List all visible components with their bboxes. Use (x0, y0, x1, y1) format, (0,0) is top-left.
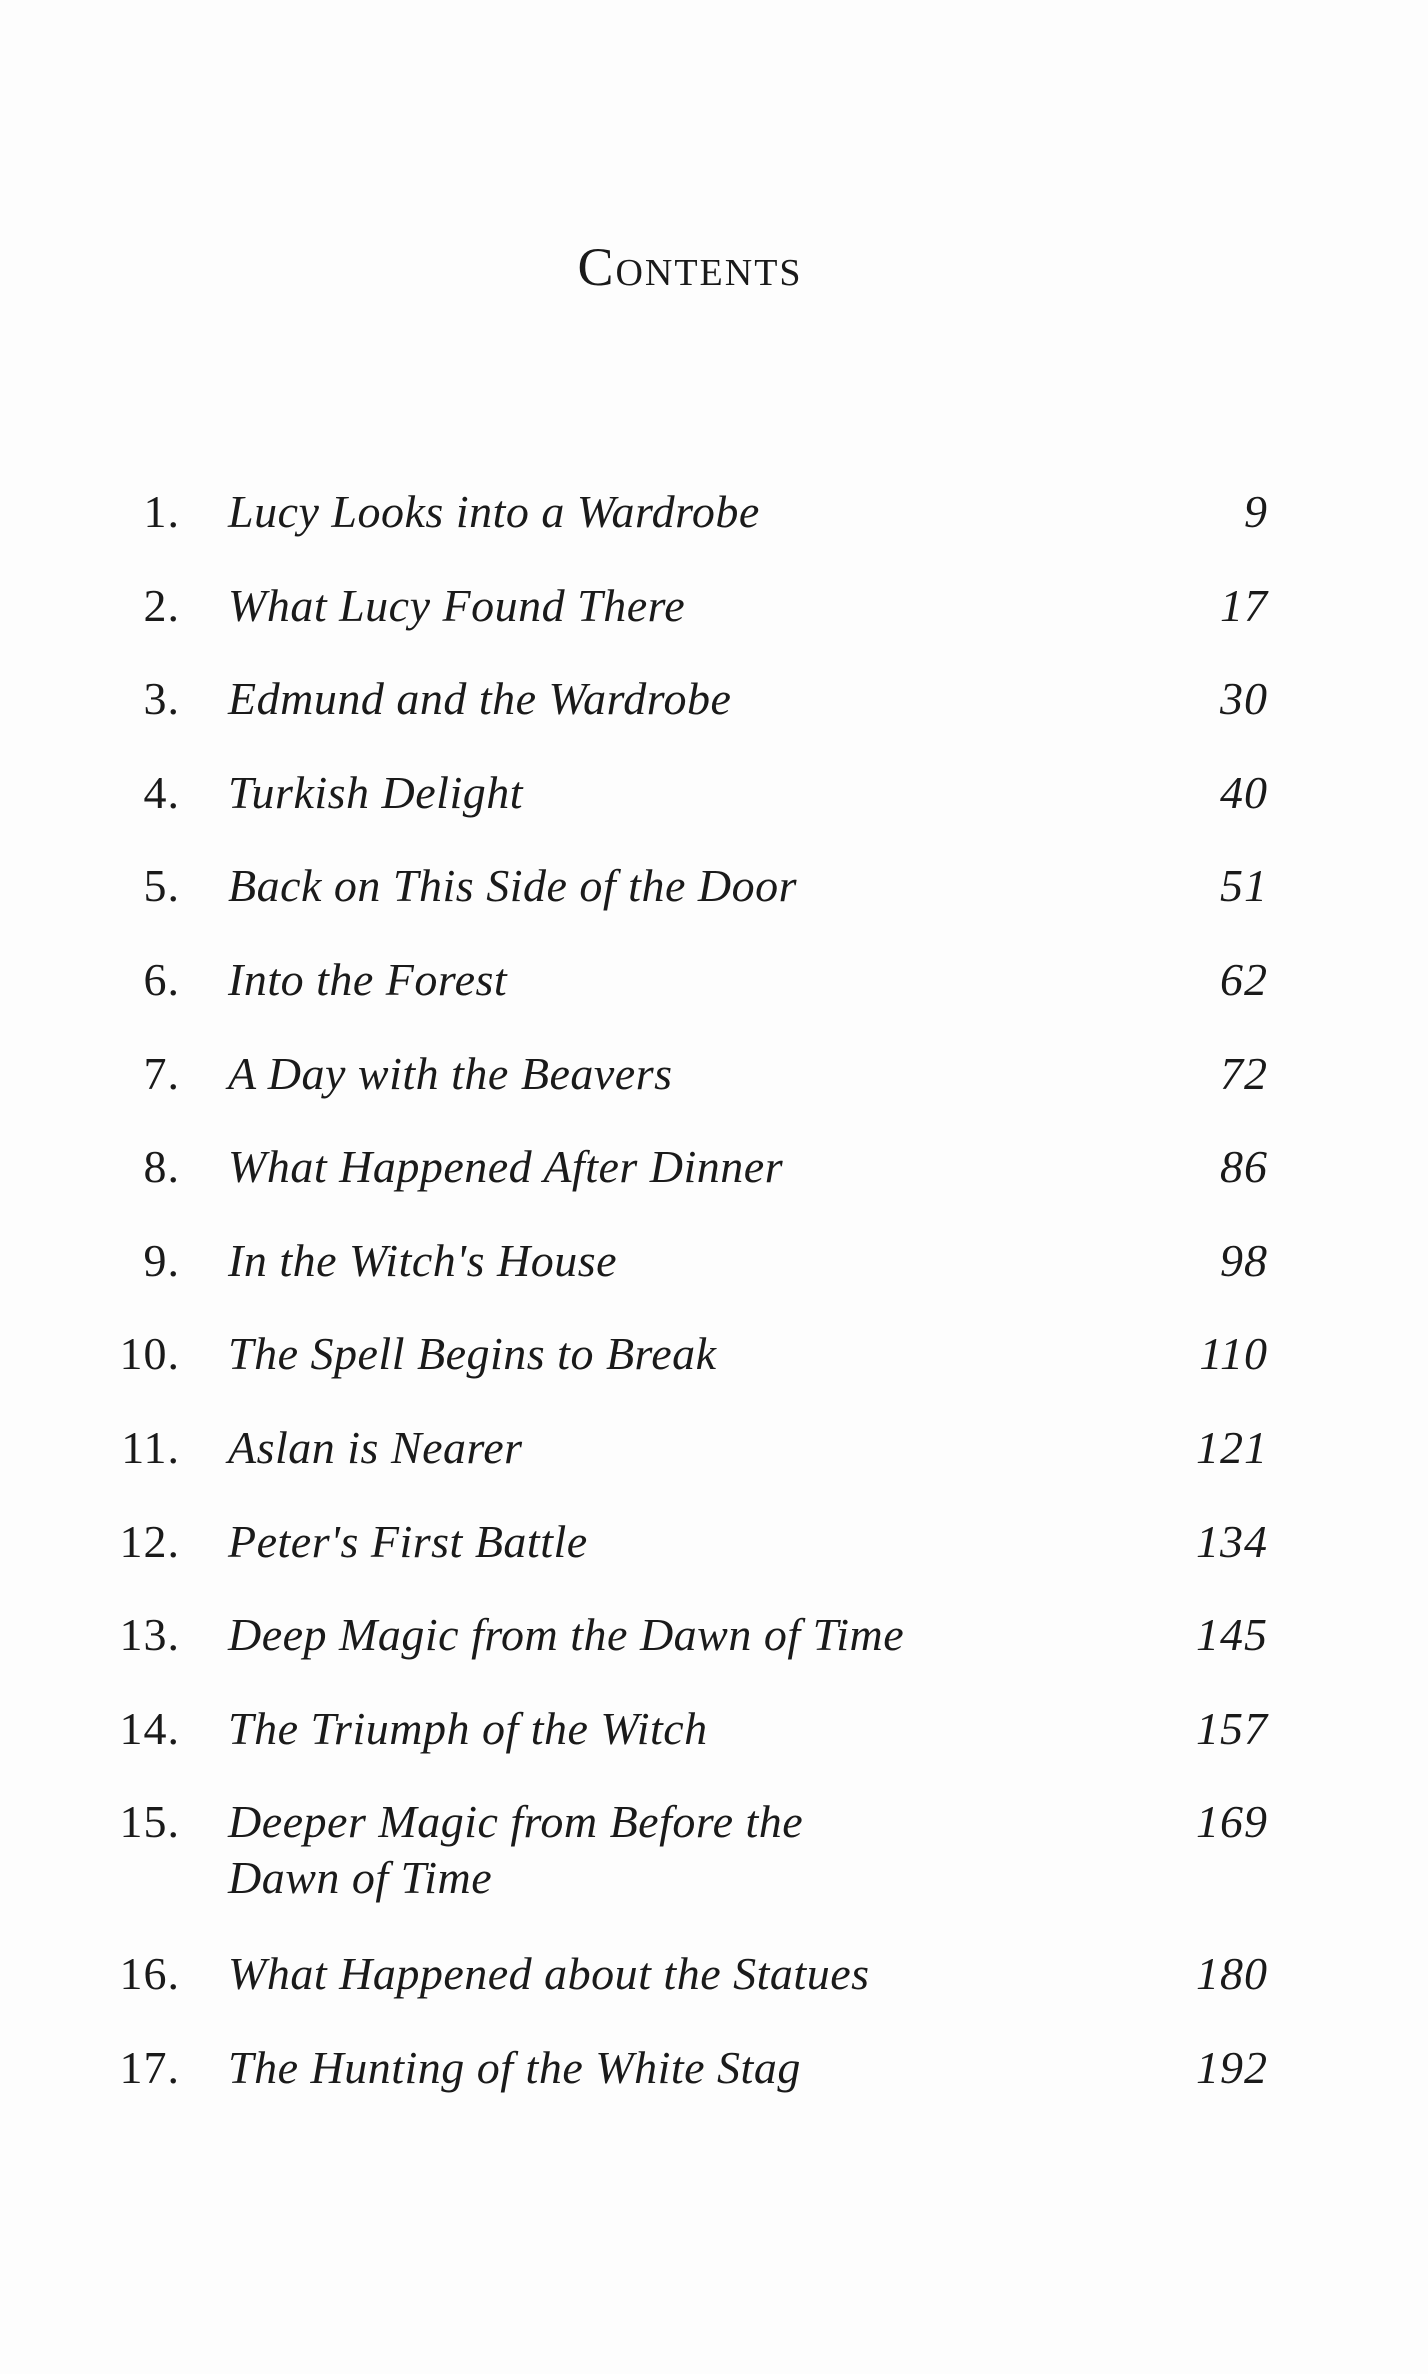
toc-entry (0, 2026, 1428, 2120)
chapter-number: 2. (143, 579, 180, 631)
chapter-number: 17. (119, 2041, 180, 2093)
chapter-page-number: 110 (1199, 1328, 1268, 1380)
chapter-title: What Happened After Dinner (228, 1141, 784, 1193)
toc-entry (0, 1032, 1428, 1126)
chapter-title: Deep Magic from the Dawn of Time (228, 1609, 905, 1661)
toc-entry (0, 751, 1428, 845)
chapter-page-number: 98 (1220, 1234, 1268, 1286)
chapter-title: The Spell Begins to Break (228, 1328, 717, 1380)
chapter-number: 8. (143, 1141, 180, 1193)
toc-entry (0, 1219, 1428, 1313)
chapter-page-number: 134 (1196, 1515, 1268, 1567)
chapter-page-number: 192 (1196, 2041, 1268, 2093)
toc-entry (0, 1500, 1428, 1594)
chapter-title: Peter's First Battle (228, 1515, 588, 1567)
chapter-number: 16. (119, 1948, 180, 2000)
toc-entry (0, 564, 1428, 658)
chapter-title: Into the Forest (228, 953, 508, 1005)
toc-entry (0, 1932, 1428, 2026)
table-of-contents (0, 470, 1428, 2120)
chapter-title: The Triumph of the Witch (228, 1702, 708, 1754)
chapter-number: 6. (143, 953, 180, 1005)
chapter-number: 7. (143, 1047, 180, 1099)
chapter-title: A Day with the Beavers (228, 1047, 673, 1099)
toc-entry (0, 1687, 1428, 1781)
chapter-title: The Hunting of the White Stag (228, 2041, 801, 2093)
toc-entry (0, 1780, 1428, 1932)
toc-entry (0, 470, 1428, 564)
chapter-page-number: 62 (1220, 953, 1268, 1005)
chapter-title: Aslan is Nearer (228, 1421, 523, 1473)
chapter-page-number: 169 (1196, 1796, 1268, 1848)
toc-entry (0, 657, 1428, 751)
chapter-number: 5. (143, 860, 180, 912)
chapter-page-number: 72 (1220, 1047, 1268, 1099)
chapter-title: Lucy Looks into a Wardrobe (228, 486, 760, 537)
chapter-page-number: 121 (1196, 1421, 1268, 1473)
chapter-title: What Lucy Found There (228, 579, 686, 631)
chapter-number: 3. (143, 673, 180, 725)
toc-entry (0, 1125, 1428, 1219)
chapter-number: 9. (143, 1234, 180, 1286)
chapter-title: Back on This Side of the Door (228, 860, 797, 912)
chapter-page-number: 51 (1220, 860, 1268, 912)
chapter-page-number: 30 (1220, 673, 1268, 725)
toc-entry (0, 1312, 1428, 1406)
toc-entry (0, 938, 1428, 1032)
chapter-page-number: 9 (1244, 486, 1268, 537)
chapter-page-number: 157 (1196, 1702, 1268, 1754)
chapter-page-number: 40 (1220, 766, 1268, 818)
chapter-page-number: 17 (1220, 579, 1268, 631)
chapter-title: In the Witch's House (228, 1234, 618, 1286)
chapter-title: Deeper Magic from Before the Dawn of Time (228, 1796, 804, 1904)
chapter-number: 4. (143, 766, 180, 818)
toc-entry (0, 1593, 1428, 1687)
chapter-number: 12. (119, 1515, 180, 1567)
chapter-page-number: 180 (1196, 1948, 1268, 2000)
chapter-number: 15. (119, 1796, 180, 1848)
chapter-page-number: 86 (1220, 1141, 1268, 1193)
chapter-page-number: 145 (1196, 1609, 1268, 1661)
toc-entry (0, 1406, 1428, 1500)
chapter-title: What Happened about the Statues (228, 1948, 870, 2000)
page-title: Contents (577, 237, 803, 297)
toc-entry (0, 844, 1428, 938)
chapter-number: 11. (121, 1421, 180, 1473)
chapter-title: Turkish Delight (228, 766, 524, 818)
chapter-number: 14. (119, 1702, 180, 1754)
chapter-number: 10. (119, 1328, 180, 1380)
chapter-title: Edmund and the Wardrobe (228, 673, 732, 725)
chapter-number: 1. (143, 486, 180, 537)
chapter-number: 13. (119, 1609, 180, 1661)
